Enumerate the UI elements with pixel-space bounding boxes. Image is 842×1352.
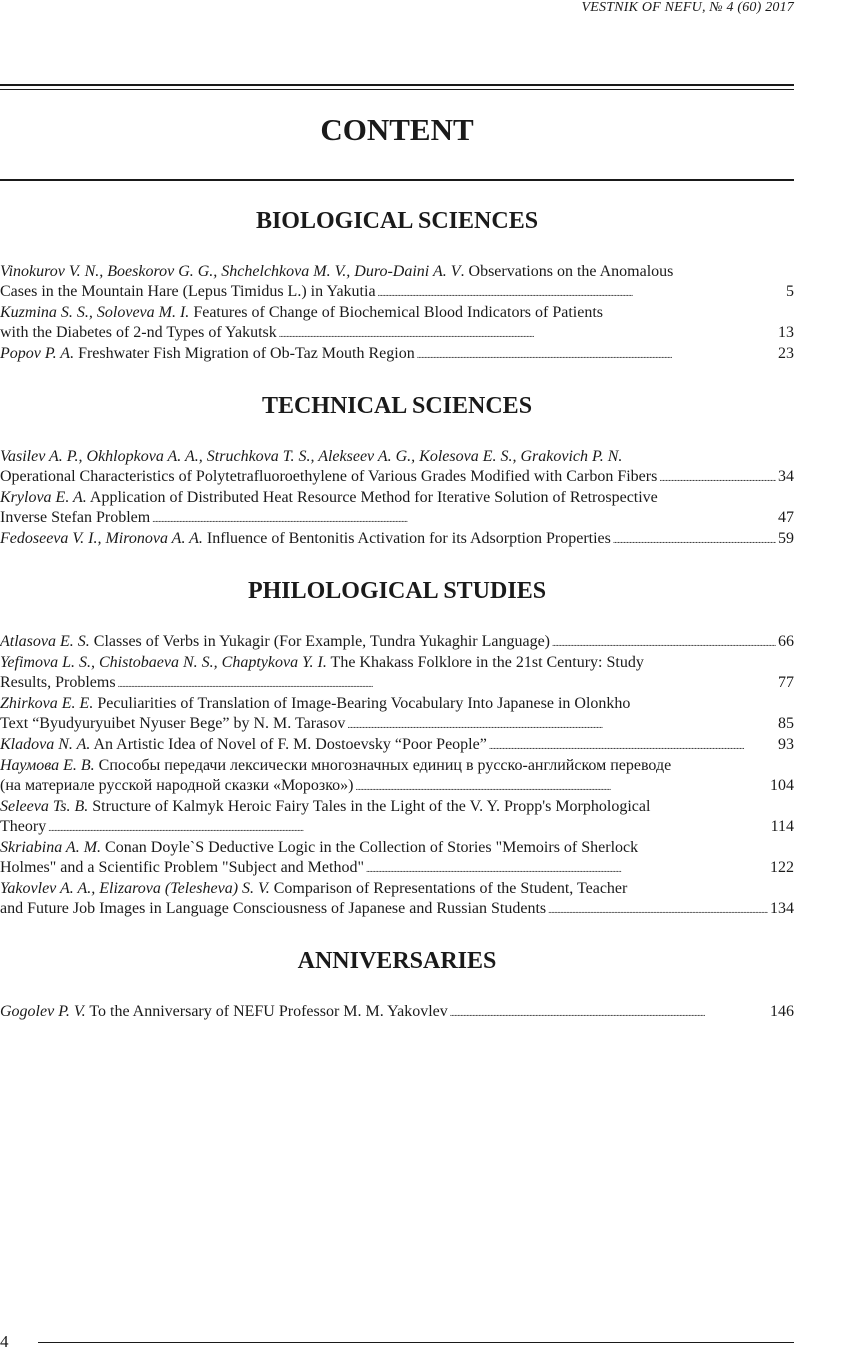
entry-page-number: 23 [778, 345, 794, 362]
section-heading: BIOLOGICAL SCIENCES [255, 208, 539, 234]
entry-title-text: Peculiarities of Translation of Image-Bearing Vocabulary Into Japanese in Olonkho [93, 695, 631, 712]
entry-page-number: 5 [786, 283, 794, 300]
toc-entry[interactable] [0, 838, 794, 879]
footer-rule [38, 1342, 794, 1343]
entry-title-text: Comparison of Representations of the Student, Teacher [269, 880, 628, 897]
entry-last-line [0, 817, 794, 838]
section-heading: TECHNICAL SCIENCES [261, 393, 533, 419]
entry-line [0, 653, 794, 673]
entry-title-text: Classes of Verbs in Yukagir (For Example, Tundra Yukaghir Language) [89, 633, 550, 650]
dot-leader [366, 858, 768, 879]
toc-entry[interactable] [0, 529, 794, 550]
page-title: CONTENT [320, 112, 474, 147]
entry-line-text [0, 1002, 448, 1022]
entry-list [0, 1002, 794, 1023]
entry-author: Kuzmina S. S., Soloveva M. I. [0, 304, 190, 321]
toc-entry[interactable] [0, 632, 794, 653]
entry-author: Krylova E. A. [0, 489, 87, 506]
toc-section [0, 391, 794, 550]
toc-entry[interactable] [0, 694, 794, 735]
entry-list [0, 632, 794, 920]
entry-title-text: Features of Change of Biochemical Blood Indicators of Patients [189, 304, 603, 321]
entry-list [0, 447, 794, 550]
dot-leader [659, 467, 776, 488]
entry-line-text [0, 632, 550, 652]
entry-title-text: Conan Doyle`S Deductive Logic in the Collection of Stories "Memoirs of Sherlock [101, 839, 639, 856]
toc-entry[interactable] [0, 344, 794, 365]
entry-author: Skriabina A. M. [0, 839, 102, 856]
entry-author: Kladova N. A. [0, 736, 91, 753]
toc-entry[interactable] [0, 262, 794, 303]
toc-section [0, 946, 794, 1023]
page-number: 4 [0, 1332, 9, 1351]
dot-leader [417, 344, 776, 365]
toc-entry[interactable] [0, 735, 794, 756]
entry-author: Наумова Е. В. [0, 757, 95, 774]
entry-line [0, 262, 794, 282]
entry-line-text [0, 776, 354, 796]
entry-author: Zhirkova E. E. [0, 695, 94, 712]
entry-line [0, 488, 794, 508]
entry-author: Yefimova L. S., Chistobaeva N. S., Chaptykova Y. I. [0, 654, 327, 671]
dot-leader [552, 632, 776, 653]
entry-title-text: Structure of Kalmyk Heroic Fairy Tales in the Light of the V. Y. Propp's Morphological [88, 798, 651, 815]
entry-last-line [0, 776, 794, 797]
entry-line-text [0, 508, 150, 528]
entry-title-text: Text “Byudyuryuibet Nyuser Bege” by N. M. Tarasov [0, 715, 346, 732]
entry-line-text [0, 899, 546, 919]
entry-line-text [0, 467, 657, 487]
dot-leader [152, 508, 776, 529]
entry-title-text: An Artistic Idea of Novel of F. M. Dostoevsky “Poor People” [90, 736, 487, 753]
toc-entry[interactable] [0, 447, 794, 488]
entry-author: Vinokurov V. N., Boeskorov G. G., Shchelchkova M. V., Duro-Daini A. V [0, 263, 461, 280]
entry-title-text: . Observations on the Anomalous [460, 263, 674, 280]
entry-title-text: Results, Problems [0, 674, 116, 691]
entry-line [0, 303, 794, 323]
toc-entry[interactable] [0, 879, 794, 920]
entry-page-number: 104 [770, 777, 794, 794]
entry-last-line [0, 282, 794, 303]
table-of-contents [0, 206, 794, 1049]
dot-leader [279, 323, 776, 344]
toc-entry[interactable] [0, 756, 794, 797]
dot-leader [347, 714, 776, 735]
entry-page-number: 146 [770, 1003, 794, 1020]
section-heading: ANNIVERSARIES [297, 948, 497, 974]
header-double-rule [0, 84, 794, 90]
toc-entry[interactable] [0, 653, 794, 694]
entry-last-line [0, 714, 794, 735]
entry-page-number: 85 [778, 715, 794, 732]
entry-line [0, 447, 794, 467]
entry-author: Seleeva Ts. B. [0, 798, 89, 815]
entry-page-number: 114 [770, 818, 794, 835]
entry-title-text: To the Anniversary of NEFU Professor M. M. Yakovlev [85, 1003, 448, 1020]
entry-page-number: 66 [778, 633, 794, 650]
entry-author: Fedoseeva V. I., Mironova A. A. [0, 530, 203, 547]
dot-leader [118, 673, 776, 694]
entry-page-number: 13 [778, 324, 794, 341]
dot-leader [48, 817, 768, 838]
journal-header: VESTNIK OF NEFU, № 4 (60) 2017 [581, 0, 794, 15]
entry-author: Popov P. A. [0, 345, 75, 362]
entry-line [0, 756, 794, 776]
entry-page-number: 34 [778, 468, 794, 485]
entry-line [0, 838, 794, 858]
entry-last-line [0, 673, 794, 694]
entry-line [0, 797, 794, 817]
entry-page-number: 77 [778, 674, 794, 691]
entry-last-line [0, 1002, 794, 1023]
entry-last-line [0, 858, 794, 879]
entry-line-text [0, 282, 376, 302]
dot-leader [378, 282, 784, 303]
entry-last-line [0, 735, 794, 756]
toc-section [0, 576, 794, 920]
entry-line-text [0, 529, 611, 549]
toc-entry[interactable] [0, 488, 794, 529]
entry-title-text: Influence of Bentonitis Activation for its Adsorption Properties [202, 530, 611, 547]
entry-author: Vasilev A. P., Okhlopkova A. A., Struchkova T. S., Alekseev A. G., Kolesova E. S., Grakovich P. N. [0, 448, 623, 465]
entry-line-text [0, 344, 415, 364]
dot-leader [613, 529, 776, 550]
entry-list [0, 262, 794, 365]
entry-last-line [0, 467, 794, 488]
entry-page-number: 93 [778, 736, 794, 753]
title-rule [0, 179, 794, 181]
entry-page-number: 47 [778, 509, 794, 526]
dot-leader [356, 776, 769, 797]
entry-title-text: (на материале русской народной сказки «Морозко») [0, 777, 354, 794]
entry-title-text: Holmes" and a Scientific Problem "Subject and Method" [0, 859, 364, 876]
entry-title-text: Cases in the Mountain Hare (Lepus Timidus L.) in Yakutia [0, 283, 376, 300]
entry-line-text [0, 735, 487, 755]
entry-title-text: Freshwater Fish Migration of Ob-Taz Mouth Region [74, 345, 415, 362]
entry-line-text [0, 858, 364, 878]
entry-last-line [0, 344, 794, 365]
dot-leader [548, 899, 768, 920]
entry-title-text: with the Diabetes of 2-nd Types of Yakutsk [0, 324, 277, 341]
entry-line [0, 694, 794, 714]
toc-entry[interactable] [0, 303, 794, 344]
dot-leader [489, 735, 776, 756]
entry-title-text: Application of Distributed Heat Resource Method for Iterative Solution of Retrospective [86, 489, 658, 506]
entry-page-number: 134 [770, 900, 794, 917]
entry-page-number: 59 [778, 530, 794, 547]
entry-line-text [0, 673, 116, 693]
toc-section [0, 206, 794, 365]
entry-title-text: Способы передачи лексически многозначных единиц в русско-английском переводе [94, 757, 672, 774]
entry-last-line [0, 323, 794, 344]
entry-author: Atlasova E. S. [0, 633, 90, 650]
entry-author: Gogolev P. V. [0, 1003, 86, 1020]
entry-title-text: Theory [0, 818, 47, 835]
entry-title-text: Inverse Stefan Problem [0, 509, 151, 526]
entry-line-text [0, 714, 345, 734]
section-heading: PHILOLOGICAL STUDIES [247, 578, 547, 604]
dot-leader [450, 1002, 768, 1023]
entry-line-text [0, 817, 46, 837]
entry-line [0, 879, 794, 899]
entry-page-number: 122 [770, 859, 794, 876]
entry-last-line [0, 899, 794, 920]
entry-last-line [0, 508, 794, 529]
toc-entry[interactable] [0, 797, 794, 838]
entry-last-line [0, 632, 794, 653]
entry-line-text [0, 323, 277, 343]
toc-entry[interactable] [0, 1002, 794, 1023]
entry-title-text: The Khakass Folklore in the 21st Century: Study [326, 654, 644, 671]
entry-title-text: Operational Characteristics of Polytetrafluoroethylene of Various Grades Modified with Carbon Fibers [0, 468, 658, 485]
entry-last-line [0, 529, 794, 550]
entry-title-text: and Future Job Images in Language Consciousness of Japanese and Russian Students [0, 900, 547, 917]
entry-author: Yakovlev A. A., Elizarova (Telesheva) S. V. [0, 880, 270, 897]
